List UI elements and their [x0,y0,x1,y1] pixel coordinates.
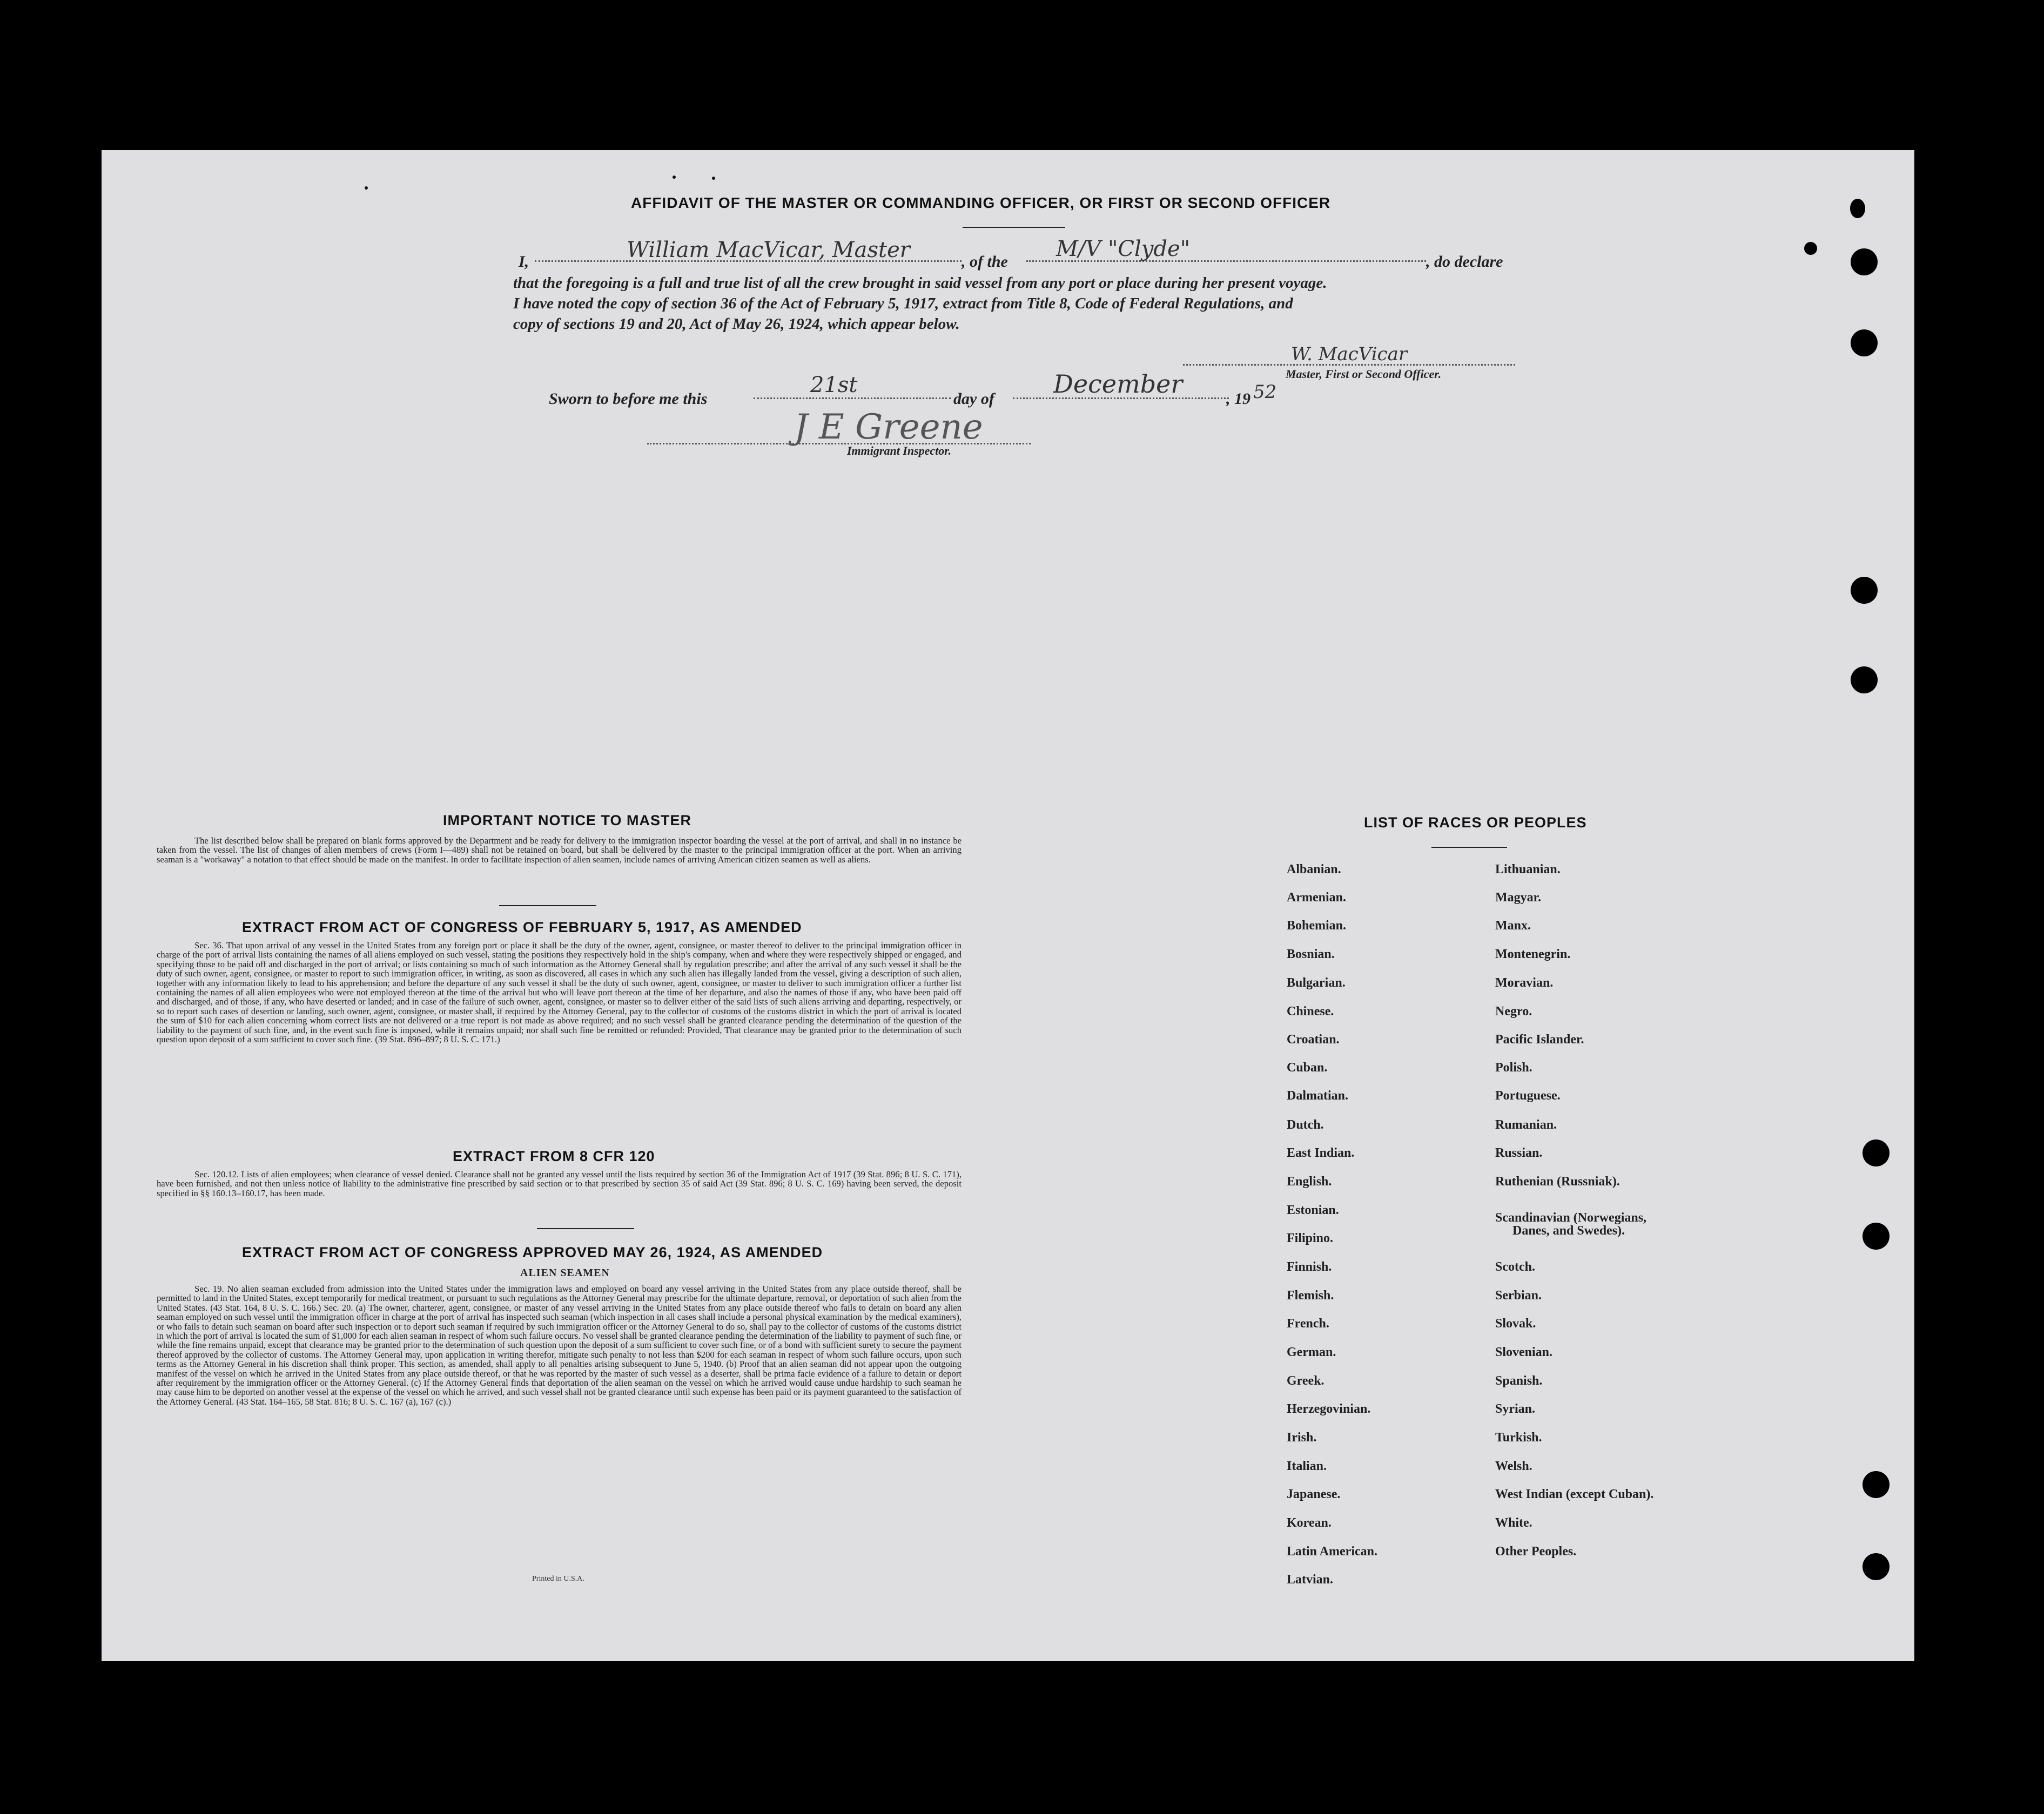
affidavit-line-2: that the foregoing is a full and true list of all the crew brought in said vessel from any port or place during her present voyage. [513,274,1327,292]
i-label: I, [519,253,529,271]
master-name-handwritten: William MacVicar, Master [627,238,910,262]
race-item: Slovak. [1495,1317,1536,1331]
race-item: Italian. [1287,1459,1327,1473]
form-page [102,150,1914,1661]
vessel-name-handwritten: M/V "Clyde" [1056,237,1191,261]
affidavit-line-1 [519,253,529,271]
race-item: Syrian. [1495,1402,1536,1416]
binder-hole [1851,329,1878,356]
binder-hole [1851,666,1878,693]
year-prefix: , 19 [1226,390,1250,408]
divider [1431,847,1507,848]
master-signature-handwritten: W. MacVicar [1291,343,1408,365]
extract-1917-body [157,941,962,1044]
race-item: Croatian. [1287,1033,1340,1047]
extract-1917-text: Sec. 36. That upon arrival of any vessel in the United States from any foreign port or place it shall be the duty of the owner, agent, consignee, or master thereof to deliver to the principal immigration officer in charge of the port of arrival lists containing the names of all aliens employed on such vessel, stating the positions they respectively hold in the ship's company, when and where they were respectively shipped or engaged, and specifying those to be paid off and discharged in the port of arrival; or lists containing so much of such information as the Attorney General shall by regulation prescribe; and after the arrival of any such vessel it shall be the duty of such owner, agent, consignee, or master to report to such immigration officer, in writing, as soon as discovered, all cases in which any such alien has illegally landed from the vessel, giving a description of such alien, together with any information likely to lead to his apprehension; and before the departure of any such vessel it shall be the duty of such owner, agent, consignee, or master to deliver to such immigration officer a further list containing the names of all alien employees who were not employed thereon at the time of the arrival but who will leave port thereon at the time of her departure, and also the names of those if any, who have been paid off and discharged, and of those, if any, who have deserted or landed; and in case of the failure of such owner, agent, consignee, or master so to deliver either of the said lists of such aliens arriving and departing, respectively, or so to report such cases of desertion or landing, such owner, agent, consignee, or master shall, if required by the Attorney General, pay to the collector of customs of the customs district in which the port of arrival is located the sum of $10 for each alien concerning whom correct lists are not delivered or a true report is not made as above required; and no such vessel shall be granted clearance pending the determination of the question of the liability to the payment of such fine, and, in the event such fine is imposed, while it remains unpaid; nor shall such fine be remitted or refunded: Provided, That clearance may be granted prior to the determination of such question upon deposit of a sum sufficient to cover such fine. (39 Stat. 896–897; 8 U. S. C. 171.) [157,940,962,1045]
race-item: Bosnian. [1287,947,1335,961]
notice-body [157,836,962,864]
race-item: Greek. [1287,1374,1324,1388]
master-caption: Master, First or Second Officer. [1286,367,1442,381]
race-item: Dalmatian. [1287,1089,1348,1103]
divider [963,227,1065,228]
binder-hole [1863,1223,1890,1250]
divider [537,1228,634,1229]
race-item: Russian. [1495,1146,1543,1160]
day-handwritten: 21st [810,373,858,397]
day-of-label: day of [953,390,994,408]
race-item: Turkish. [1495,1431,1542,1445]
race-item: French. [1287,1317,1329,1331]
race-item: Cuban. [1287,1061,1328,1075]
of-the-label: , of the [962,253,1008,271]
extract-cfr-body [157,1170,962,1198]
speck [673,176,676,179]
race-item: Serbian. [1495,1289,1542,1303]
notice-heading: IMPORTANT NOTICE TO MASTER [443,812,691,828]
affidavit-line-3: I have noted the copy of section 36 of the Act of February 5, 1917, extract from Title 8, Code of Federal Regulations, and [513,295,1293,312]
race-item: Slovenian. [1495,1345,1553,1359]
binder-hole [1863,1553,1890,1580]
divider [499,905,596,906]
race-item: Chinese. [1287,1004,1334,1019]
race-item: Dutch. [1287,1118,1324,1132]
race-item: Welsh. [1495,1459,1532,1473]
race-item: Flemish. [1287,1289,1334,1303]
races-heading: LIST OF RACES OR PEOPLES [1364,814,1587,831]
sworn-label: Sworn to before me this [549,390,708,408]
extract-1924-subheading: ALIEN SEAMEN [520,1267,610,1279]
speck [365,186,368,190]
race-item: Ruthenian (Russniak). [1495,1175,1620,1189]
race-item: Japanese. [1287,1487,1341,1501]
race-item: Magyar. [1495,891,1542,905]
race-item: Spanish. [1495,1374,1543,1388]
race-item: Latvian. [1287,1573,1334,1587]
binder-hole [1804,242,1817,255]
race-item: Other Peoples. [1495,1545,1577,1559]
race-item: Polish. [1495,1061,1532,1075]
race-item: English. [1287,1175,1332,1189]
binder-hole [1863,1471,1890,1498]
notice-text: The list described below shall be prepared on blank forms approved by the Department and be ready for delivery to the immigration inspector boarding the vessel at the port of arrival, and shall in no instance be taken from the vessel. The list of changes of alien members of crews (Form I—489) shall not be retained on board, but shall be delivered by the master to the principal immigration officer at the port. When an arriving seaman is a "workaway" a notation to that effect should be made on the manifest. In order to facilitate inspection of alien seamen, include names of arriving American citizen seamen as well as aliens. [157,835,962,865]
race-item: Rumanian. [1495,1118,1557,1132]
binder-hole [1851,577,1878,604]
extract-cfr-heading: EXTRACT FROM 8 CFR 120 [453,1148,655,1164]
race-item: Irish. [1287,1431,1317,1445]
affidavit-heading: AFFIDAVIT OF THE MASTER OR COMMANDING OFFICER, OR FIRST OR SECOND OFFICER [631,194,1331,211]
race-item: West Indian (except Cuban). [1495,1487,1654,1501]
extract-1924-heading: EXTRACT FROM ACT OF CONGRESS APPROVED MAY 26, 1924, AS AMENDED [242,1244,823,1260]
race-item: Albanian. [1287,862,1341,876]
extract-cfr-text: Sec. 120.12. Lists of alien employees; when clearance of vessel denied. Clearance shall not be granted any vessel until the lists required by section 36 of the Immigration Act of 1917 (39 Stat. 896; 8 U. S. C. 171), have been furnished, and not then unless notice of liability to the administrative fine prescribed by said section or to that prescribed by section 35 of said Act (39 Stat. 896; 8 U. S. C. 169) having been served, the deposit specified in §§ 160.13–160.17, has been made. [157,1169,962,1198]
race-item: Filipino. [1287,1231,1334,1245]
binder-hole [1850,199,1865,218]
race-item: Moravian. [1495,976,1554,990]
race-item: Estonian. [1287,1203,1339,1217]
extract-1924-text: Sec. 19. No alien seaman excluded from admission into the United States under the immigration laws and employed on board any vessel arriving in the United States from any place outside thereof, shall be permitted to land in the United States, except temporarily for medical treatment, or pursuant to such regulations as the Attorney General may prescribe for the ultimate departure, removal, or deportation of such alien from the United States. (43 Stat. 164, 8 U. S. C. 166.) Sec. 20. (a) The owner, charterer, agent, consignee, or master of any vessel arriving in the United States from any place outside thereof who fails to detain on board any alien seaman employed on such vessel until the immigration officer in charge at the port of arrival has inspected such seaman (which inspection in all cases shall include a personal physical examination by the medical examiners), or who fails to detain such seaman on board after such inspection or to deport such seaman if required by such immigration officer or the Attorney General to do so, shall pay to the collector of customs of the customs district in which the port of arrival is located the sum of $1,000 for each alien seaman in respect of whom such failure occurs. No vessel shall be granted clearance pending the determination of the liability to payment of such fine, or while the fine remains unpaid, except that clearance may be granted prior to the determination of such question upon the deposit of a sum sufficient to cover such fine, or of a bond with sufficient surety to secure the payment thereof approved by the collector of customs. The Attorney General may, upon application in writing therefor, mitigate such penalty to not less than $200 for each seaman in respect of whom such failure occurs, upon such terms as the Attorney General in his discretion shall think proper. This section, as amended, shall apply to all penalties arising subsequent to June 5, 1940. (b) Proof that an alien seaman did not appear upon the outgoing manifest of the vessel on which he arrived in the United States from any place outside thereof, or that he was reported by the master of such vessel as a deserter, shall be prima facie evidence of a failure to detain or deport after requirement by the immigration officer or the Attorney General. (c) If the Attorney General finds that deportation of the alien seaman on the vessel on which he arrived would cause undue hardship to such seaman he may cause him to be deported on another vessel at the expense of the vessel on which he arrived, and such vessel shall not be granted clearance until such expense has been paid or its payment guaranteed to the satisfaction of the Attorney General. (43 Stat. 164–165, 58 Stat. 816; 8 U. S. C. 167 (a), 167 (c).) [157,1284,962,1407]
race-item: Bohemian. [1287,919,1347,933]
month-handwritten: December [1053,369,1183,399]
binder-hole [1863,1139,1890,1166]
year-handwritten: 52 [1253,381,1277,403]
race-item: Finnish. [1287,1260,1332,1274]
race-item: Scotch. [1495,1260,1535,1274]
race-item: White. [1495,1516,1532,1530]
race-item: Latin American. [1287,1545,1377,1559]
race-item: Negro. [1495,1004,1532,1019]
do-declare-label: , do declare [1426,253,1503,271]
affidavit-line-4: copy of sections 19 and 20, Act of May 26, 1924, which appear below. [513,315,960,333]
printed-in-usa: Printed in U.S.A. [532,1575,584,1583]
extract-1917-heading: EXTRACT FROM ACT OF CONGRESS OF FEBRUARY 5, 1917, AS AMENDED [242,919,802,935]
race-item: Armenian. [1287,891,1346,905]
race-item: Scandinavian (Norwegians, [1495,1211,1647,1225]
inspector-signature-handwritten: J E Greene [794,407,983,447]
speck [712,177,715,180]
race-item: Korean. [1287,1516,1332,1530]
race-item: Manx. [1495,919,1531,933]
inspector-caption: Immigrant Inspector. [847,444,952,457]
binder-hole [1851,248,1878,275]
race-item: East Indian. [1287,1146,1355,1160]
race-item: Montenegrin. [1495,947,1571,961]
race-item: Pacific Islander. [1495,1033,1584,1047]
race-item: Portuguese. [1495,1089,1561,1103]
race-item: German. [1287,1345,1336,1359]
race-item: Danes, and Swedes). [1512,1224,1625,1238]
race-item: Bulgarian. [1287,976,1346,990]
race-item: Herzegovinian. [1287,1402,1371,1416]
race-item: Lithuanian. [1495,862,1561,876]
extract-1924-body [157,1284,962,1406]
